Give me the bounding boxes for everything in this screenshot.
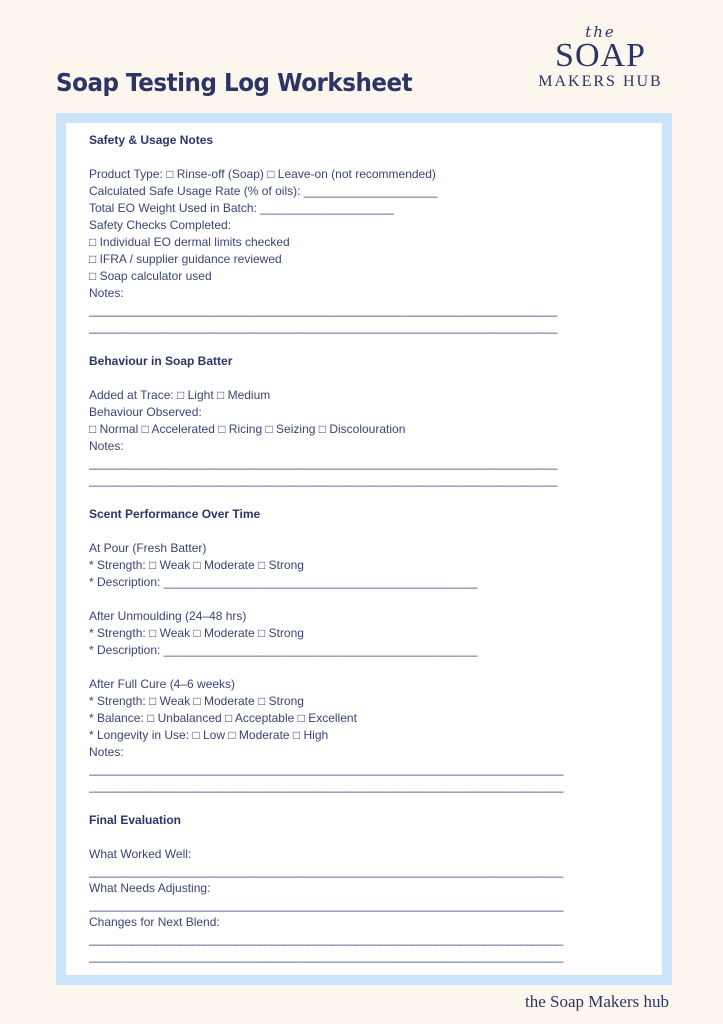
logo-soap: SOAP [555, 37, 646, 74]
logo-makers-hub: MAKERS HUB [538, 73, 663, 90]
cure-balance-line: * Balance: □ Unbalanced □ Acceptable □ Excellent [89, 711, 357, 725]
logo-the: the [585, 23, 616, 41]
check-ifra-guidance: □ IFRA / supplier guidance reviewed [89, 252, 282, 266]
added-at-trace-line: Added at Trace: □ Light □ Medium [89, 388, 271, 402]
usage-rate-line: Calculated Safe Usage Rate (% of oils): ____________________ [89, 184, 438, 198]
check-soap-calculator: □ Soap calculator used [89, 269, 212, 283]
worksheet-content [89, 130, 609, 965]
worked-well-label: What Worked Well: [89, 847, 192, 861]
changes-next-blend-rule-1: ______________________________________________________________________________ [89, 932, 563, 946]
worked-well-rule: ______________________________________________________________________________ [89, 864, 563, 878]
section-heading-behaviour: Behaviour in Soap Batter [89, 354, 233, 368]
scent-notes-rule-2: ______________________________________________________________________________ [89, 779, 563, 793]
safety-notes-rule-2: _____________________________________________________________________________ [89, 320, 557, 334]
cure-longevity-line: * Longevity in Use: □ Low □ Moderate □ High [89, 728, 329, 742]
behaviour-observed-label: Behaviour Observed: [89, 405, 202, 419]
safety-checks-label: Safety Checks Completed: [89, 218, 232, 232]
cure-strength-line: * Strength: □ Weak □ Moderate □ Strong [89, 694, 304, 708]
check-dermal-limits: □ Individual EO dermal limits checked [89, 235, 290, 249]
page-title: Soap Testing Log Worksheet [56, 68, 413, 97]
safety-notes-rule-1: _____________________________________________________________________________ [89, 303, 557, 317]
section-heading-scent: Scent Performance Over Time [89, 507, 261, 521]
pour-label: At Pour (Fresh Batter) [89, 541, 207, 555]
footer-brand: the Soap Makers hub [524, 992, 669, 1011]
section-heading-final: Final Evaluation [89, 813, 182, 827]
scent-notes-rule-1: ______________________________________________________________________________ [89, 762, 563, 776]
changes-next-blend-label: Changes for Next Blend: [89, 915, 220, 929]
brand-logo [528, 24, 673, 92]
pour-strength-line: * Strength: □ Weak □ Moderate □ Strong [89, 558, 304, 572]
product-type-line: Product Type: □ Rinse-off (Soap) □ Leave-on (not recommended) [89, 167, 436, 181]
behaviour-notes-rule-2: _____________________________________________________________________________ [89, 473, 557, 487]
needs-adjusting-label: What Needs Adjusting: [89, 881, 211, 895]
safety-notes-label: Notes: [89, 286, 124, 300]
unmould-description-line: * Description: _______________________________________________ [89, 643, 478, 657]
unmould-strength-line: * Strength: □ Weak □ Moderate □ Strong [89, 626, 304, 640]
section-heading-safety: Safety & Usage Notes [89, 133, 214, 147]
behaviour-notes-label: Notes: [89, 439, 124, 453]
scent-notes-label: Notes: [89, 745, 124, 759]
cure-label: After Full Cure (4–6 weeks) [89, 677, 236, 691]
eo-weight-line: Total EO Weight Used in Batch: ____________________ [89, 201, 394, 215]
pour-description-line: * Description: _______________________________________________ [89, 575, 478, 589]
unmould-label: After Unmoulding (24–48 hrs) [89, 609, 247, 623]
behaviour-options-line: □ Normal □ Accelerated □ Ricing □ Seizing □ Discolouration [89, 422, 406, 436]
changes-next-blend-rule-2: ______________________________________________________________________________ [89, 949, 563, 963]
behaviour-notes-rule-1: _____________________________________________________________________________ [89, 456, 557, 470]
needs-adjusting-rule: ______________________________________________________________________________ [89, 898, 563, 912]
